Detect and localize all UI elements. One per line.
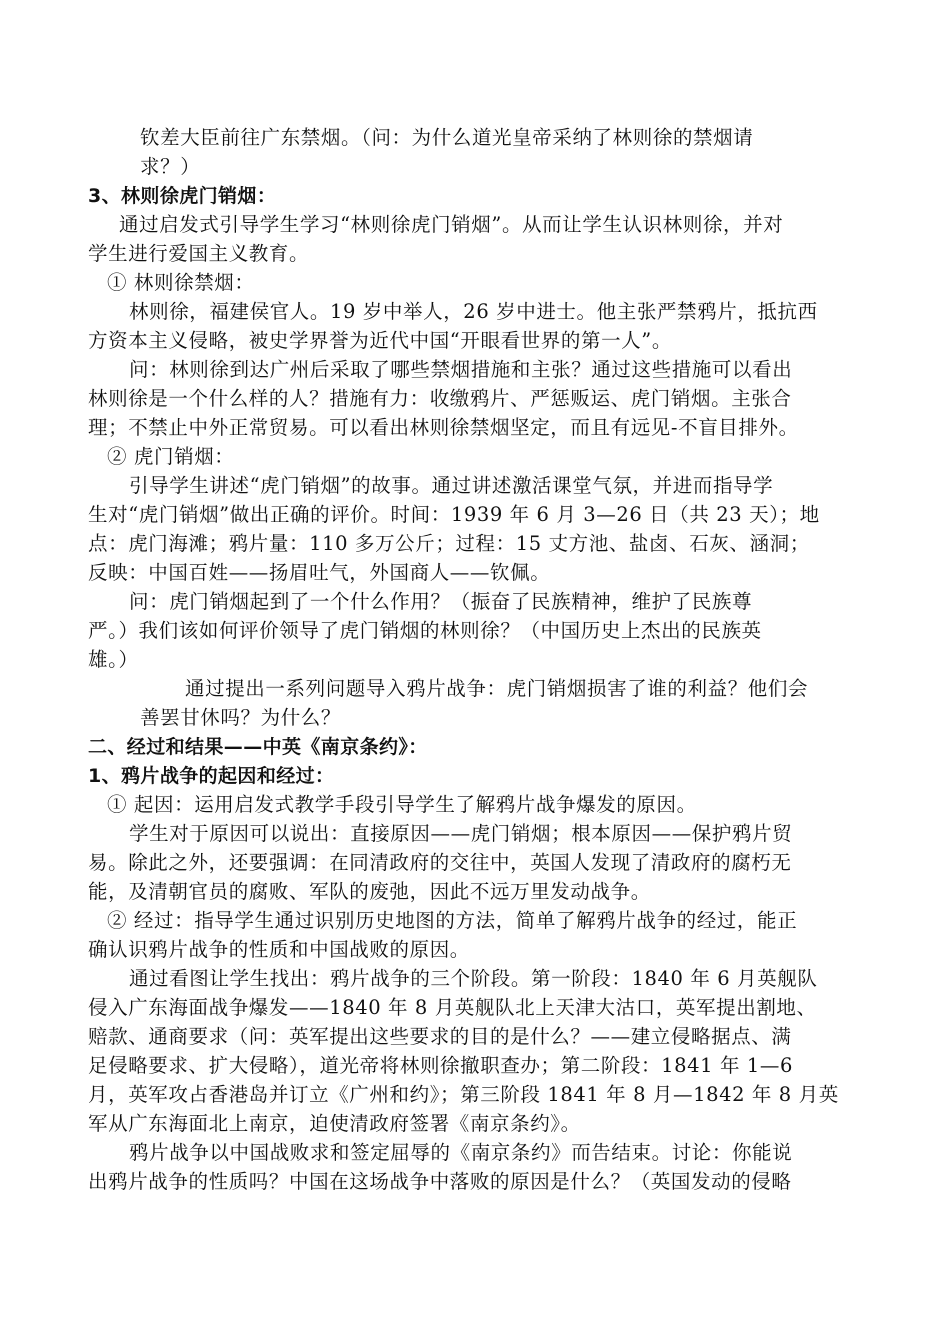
text-line: 确认识鸦片战争的性质和中国战败的原因。	[88, 938, 470, 961]
text-line: 生对“虎门销烟”做出正确的评价。时间：1939 年 6 月 3—26 日（共 23 天）；地	[88, 503, 820, 526]
text-line: 学生进行爱国主义教育。	[88, 242, 310, 265]
text-line: 能，及清朝官员的腐败、军队的废弛，因此不远万里发动战争。	[88, 880, 651, 903]
text-line: 问：林则徐到达广州后采取了哪些禁烟措施和主张？通过这些措施可以看出	[129, 358, 793, 381]
list-item-heading: ② 虎门销烟：	[107, 445, 235, 468]
text-line: 通过提出一系列问题导入鸦片战争：虎门销烟损害了谁的利益？他们会	[185, 677, 809, 700]
text-line: 易。除此之外，还要强调：在同清政府的交往中，英国人发现了清政府的腐朽无	[88, 851, 792, 874]
list-item-heading: ① 林则徐禁烟：	[107, 271, 255, 294]
text-line: 引导学生讲述“虎门销烟”的故事。通过讲述激活课堂气氛，并进而指导学	[129, 474, 774, 497]
text-line: 出鸦片战争的性质吗？中国在这场战争中落败的原因是什么？（英国发动的侵略	[88, 1170, 792, 1193]
list-item-heading: ① 起因：运用启发式教学手段引导学生了解鸦片战争爆发的原因。	[107, 793, 697, 816]
section-heading: 1、鸦片战争的起因和经过：	[88, 765, 335, 787]
text-line: 善罢甘休吗？为什么？	[140, 706, 342, 729]
text-line: 林则徐，福建侯官人。19 岁中举人，26 岁中进士。他主张严禁鸦片，抵抗西	[129, 300, 818, 323]
text-line: 学生对于原因可以说出：直接原因——虎门销烟；根本原因——保护鸦片贸	[129, 822, 793, 845]
text-line: 通过启发式引导学生学习“林则徐虎门销烟”。从而让学生认识林则徐，并对	[119, 213, 784, 236]
section-heading: 二、经过和结果——中英《南京条约》：	[88, 736, 428, 758]
text-line: 雄。）	[88, 648, 139, 671]
text-line: 林则徐是一个什么样的人？措施有力：收缴鸦片、严惩贩运、虎门销烟。主张合	[88, 387, 792, 410]
text-line: 方资本主义侵略，被史学界誉为近代中国“开眼看世界的第一人”。	[88, 329, 672, 352]
text-line: 问：虎门销烟起到了一个什么作用？（振奋了民族精神，维护了民族尊	[129, 590, 753, 613]
text-line: 点：虎门海滩；鸦片量：110 多万公斤；过程：15 丈方池、盐卤、石灰、涵洞；	[88, 532, 810, 555]
section-heading: 3、林则徐虎门销烟：	[88, 185, 277, 207]
text-line: 侵入广东海面战争爆发——1840 年 8 月英舰队北上天津大沽口，英军提出割地、	[88, 996, 817, 1019]
text-line: 理；不禁止中外正常贸易。可以看出林则徐禁烟坚定，而且有远见-不盲目排外。	[88, 416, 799, 439]
text-line: 月，英军攻占香港岛并订立《广州和约》；第三阶段 1841 年 8 月—1842 年 8 月英	[88, 1083, 839, 1106]
text-line: 严。）我们该如何评价领导了虎门销烟的林则徐？（中国历史上杰出的民族英	[88, 619, 762, 642]
text-line: 赔款、通商要求（问：英军提出这些要求的目的是什么？——建立侵略据点、满	[88, 1025, 792, 1048]
text-line: 反映：中国百姓——扬眉吐气，外国商人——钦佩。	[88, 561, 551, 584]
text-line: 求？）	[140, 155, 201, 178]
list-item-heading: ② 经过：指导学生通过识别历史地图的方法，简单了解鸦片战争的经过，能正	[107, 909, 798, 932]
text-line: 军从广东海面北上南京，迫使清政府签署《南京条约》。	[88, 1112, 581, 1135]
text-line: 鸦片战争以中国战败求和签定屈辱的《南京条约》而告结束。讨论：你能说	[129, 1141, 793, 1164]
text-line: 足侵略要求、扩大侵略），道光帝将林则徐撤职查办；第二阶段：1841 年 1—6	[88, 1054, 793, 1077]
text-line: 钦差大臣前往广东禁烟。（问：为什么道光皇帝采纳了林则徐的禁烟请	[140, 126, 754, 149]
text-line: 通过看图让学生找出：鸦片战争的三个阶段。第一阶段：1840 年 6 月英舰队	[129, 967, 818, 990]
